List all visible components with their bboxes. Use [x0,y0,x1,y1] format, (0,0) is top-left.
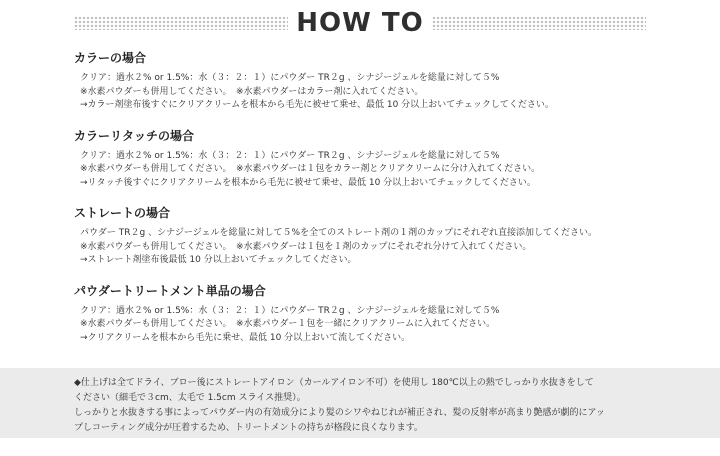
section-straight [74,205,674,268]
instruction-line: クリア：過水２% or 1.5%：水（３：２：１）にパウダー TR２g 、シナジージェルを総量に対して５% [80,73,500,83]
section-title: パウダートリートメント単品の場合 [74,283,266,298]
instruction-line: パウダー TR２g 、シナジージェルを総量に対して５%を全てのストレート剤の１剤のカップにそれぞれ直接添加してください。 [80,228,598,238]
instruction-line: →リタッチ後すぐにクリアクリームを根本から毛先に被せて乗せ、最低 10 分以上おいてチェックしてください。 [80,177,536,188]
finishing-note-text [74,376,674,436]
instruction-line: →クリアクリームを根本から毛先に乗せ、最低 10 分以上おいて流してください。 [80,332,411,343]
instruction-line: →ストレート剤塗布後最低 10 分以上おいてチェックしてください。 [80,255,357,265]
instruction-line: →カラー剤塗布後すぐにクリアクリームを根本から毛先に被せて乗せ、最低 10 分以上おいてチェックしてください。 [80,100,554,110]
page-title: HOW TO [296,8,424,38]
dot-pattern-left [74,16,288,30]
finishing-note [0,368,720,438]
header [0,6,720,42]
instructions [74,50,674,360]
section-title: ストレートの場合 [74,206,171,220]
instruction-line: クリア：過水２% or 1.5%：水（３：２：１）にパウダー TR２g 、シナジージェルを総量に対して５% [80,305,500,316]
instruction-line: ※水素パウダーも併用してください。 ※水素パウダーは１包をカラー剤とクリアクリームに分け入れてください。 [80,164,541,174]
instruction-line: クリア：過水２% or 1.5%：水（３：２：１）にパウダー TR２g 、シナジージェルを総量に対して５% [80,150,500,161]
instruction-line: ※水素パウダーも併用してください。 ※水素パウダー１包を一緒にクリアクリームに入れてください。 [80,319,496,329]
note-line: ください（細毛で３cm、太毛で 1.5cm スライス推奨）。 [74,393,306,403]
instruction-line: ※水素パウダーも併用してください。 ※水素パウダーはカラー剤に入れてください。 [80,86,424,97]
note-line: しっかりと水抜きする事によってパウダー内の有効成分により髪のシワやねじれが補正され、髪の反射率が高まり艶感が劇的にアッ [74,408,605,418]
section-powder-treatment [74,283,674,346]
instruction-line: ※水素パウダーも併用してください。 ※水素パウダーは１包を１剤のカップにそれぞれ分けて入れてください。 [80,241,532,252]
note-line: プしコーティング成分が圧着するため、トリートメントの持ちが格段に良くなります。 [74,423,423,433]
section-color [74,50,674,113]
dot-pattern-right [432,16,646,30]
section-title: カラーの場合 [74,51,147,65]
note-line: ◆仕上げは全てドライ、ブロー後にストレートアイロン（カールアイロン不可）を使用し 180℃以上の熱でしっかり水抜きをして [74,378,594,388]
section-title: カラーリタッチの場合 [74,128,195,143]
section-color-retouch [74,128,674,191]
